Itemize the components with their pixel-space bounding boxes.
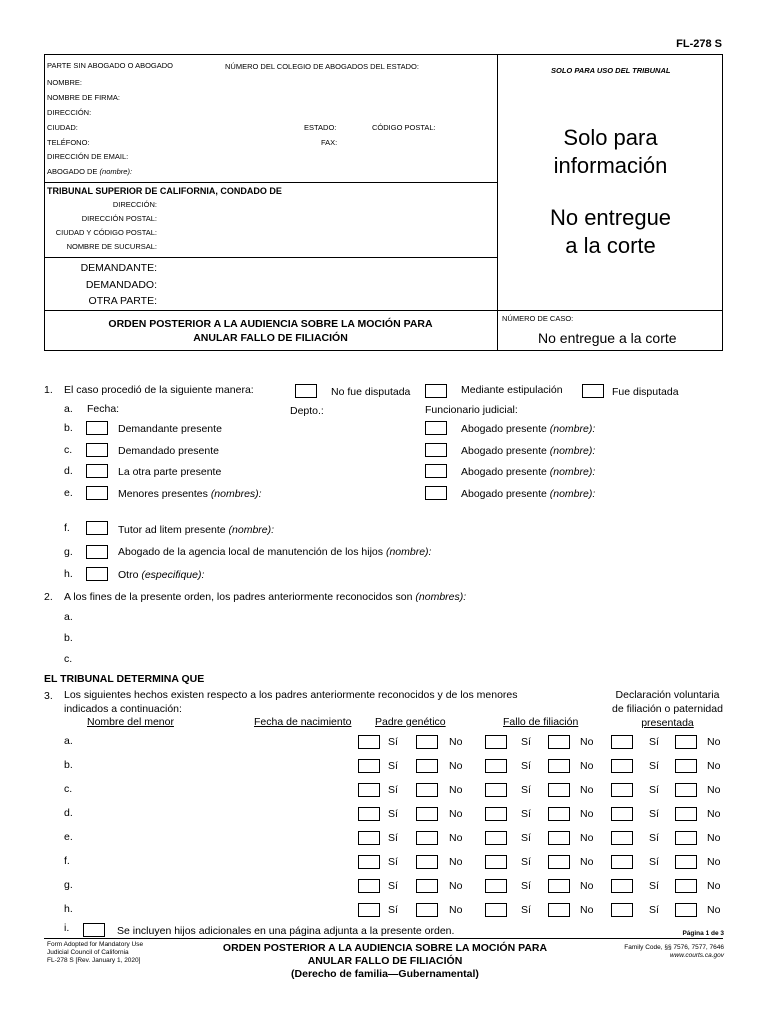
parent-a-field[interactable]: a. <box>64 611 73 623</box>
yes-label: Sí <box>388 736 398 748</box>
col-voluntary-declaration: Declaración voluntaria de filiación o paternidad presentada <box>612 689 723 729</box>
no-label: No <box>449 856 463 868</box>
col-judgment: Fallo de filiación <box>503 716 579 728</box>
judgment-no-checkbox[interactable] <box>548 855 570 869</box>
child-support-atty-label: Abogado de la agencia local de manutención de los hijos (nombre): <box>118 546 432 558</box>
child-row-letter: b. <box>64 759 73 771</box>
item2-num: 2. <box>44 591 53 603</box>
party-present-label: La otra parte presente <box>118 466 222 478</box>
yes-label: Sí <box>521 808 531 820</box>
col-genetic-father: Padre genético <box>375 716 446 728</box>
yes-label: Sí <box>388 880 398 892</box>
item1-row-letter: d. <box>64 465 73 477</box>
other-checkbox[interactable] <box>86 567 108 581</box>
attorney-present-label: Abogado presente (nombre): <box>461 488 596 500</box>
additional-children-checkbox[interactable] <box>83 923 105 937</box>
party-present-checkbox[interactable] <box>86 464 108 478</box>
no-label: No <box>707 880 721 892</box>
no-label: No <box>580 832 594 844</box>
state-field[interactable]: ESTADO: <box>304 123 337 132</box>
child-row-letter: g. <box>64 879 73 891</box>
no-label: No <box>449 760 463 772</box>
item3-text: Los siguientes hechos existen respecto a los padres anteriormente reconocidos y de los menores indicados a continuación: <box>64 689 518 715</box>
child-support-atty-checkbox[interactable] <box>86 545 108 559</box>
judgment-no-checkbox[interactable] <box>548 759 570 773</box>
form-title: ORDEN POSTERIOR A LA AUDIENCIA SOBRE LA MOCIÓN PARA ANULAR FALLO DE FILIACIÓN <box>108 318 433 344</box>
contested-label: Fue disputada <box>612 386 679 398</box>
judgment-no-checkbox[interactable] <box>548 879 570 893</box>
genetic-father-yes-checkbox[interactable] <box>358 879 380 893</box>
genetic-father-no-checkbox[interactable] <box>416 735 438 749</box>
no-label: No <box>580 904 594 916</box>
yes-label: Sí <box>388 832 398 844</box>
party-present-checkbox[interactable] <box>86 443 108 457</box>
yes-label: Sí <box>649 904 659 916</box>
item1-row-letter: e. <box>64 487 73 499</box>
genetic-father-yes-checkbox[interactable] <box>358 855 380 869</box>
judgment-yes-checkbox[interactable] <box>485 903 507 917</box>
genetic-father-yes-checkbox[interactable] <box>358 735 380 749</box>
no-label: No <box>707 784 721 796</box>
voluntary-declaration-yes-checkbox[interactable] <box>611 903 633 917</box>
case-number-label: NÚMERO DE CASO: <box>502 314 574 323</box>
voluntary-declaration-yes-checkbox[interactable] <box>611 831 633 845</box>
attorney-present-checkbox[interactable] <box>425 464 447 478</box>
item1-row-letter: b. <box>64 422 73 434</box>
city-field[interactable]: CIUDAD: <box>47 123 78 132</box>
judgment-yes-checkbox[interactable] <box>485 807 507 821</box>
yes-label: Sí <box>521 832 531 844</box>
no-label: No <box>707 736 721 748</box>
contested-checkbox[interactable] <box>582 384 604 398</box>
zip-field[interactable]: CÓDIGO POSTAL: <box>372 123 436 132</box>
yes-label: Sí <box>521 760 531 772</box>
court-city-zip-field[interactable]: CIUDAD Y CÓDIGO POSTAL: <box>55 228 157 237</box>
genetic-father-no-checkbox[interactable] <box>416 879 438 893</box>
party-present-label: Menores presentes (nombres): <box>118 488 262 500</box>
no-label: No <box>580 784 594 796</box>
case-number-value[interactable]: No entregue a la corte <box>538 330 677 346</box>
no-label: No <box>449 832 463 844</box>
parent-c-field[interactable]: c. <box>64 653 73 665</box>
col-birthdate: Fecha de nacimiento <box>254 716 352 728</box>
no-label: No <box>707 856 721 868</box>
no-label: No <box>580 760 594 772</box>
voluntary-declaration-no-checkbox[interactable] <box>675 735 697 749</box>
judgment-yes-checkbox[interactable] <box>485 735 507 749</box>
yes-label: Sí <box>521 856 531 868</box>
voluntary-declaration-no-checkbox[interactable] <box>675 759 697 773</box>
name-field[interactable]: NOMBRE: <box>47 78 83 87</box>
party-label: PARTE SIN ABOGADO O ABOGADO <box>47 61 174 70</box>
item3-num: 3. <box>44 690 53 702</box>
no-label: No <box>580 856 594 868</box>
not-contested-label: No fue disputada <box>331 386 411 398</box>
page-number: Página 1 de 3 <box>682 930 724 937</box>
phone-field[interactable]: TELÉFONO: <box>47 138 90 147</box>
yes-label: Sí <box>521 784 531 796</box>
col-child-name: Nombre del menor <box>87 716 174 728</box>
genetic-father-yes-checkbox[interactable] <box>358 759 380 773</box>
party-present-label: Demandante presente <box>118 423 222 435</box>
no-label: No <box>449 808 463 820</box>
yes-label: Sí <box>388 760 398 772</box>
parent-b-field[interactable]: b. <box>64 632 73 644</box>
yes-label: Sí <box>649 808 659 820</box>
item1h-letter: h. <box>64 568 73 580</box>
no-label: No <box>449 904 463 916</box>
court-title: TRIBUNAL SUPERIOR DE CALIFORNIA, CONDADO DE <box>47 186 282 196</box>
genetic-father-yes-checkbox[interactable] <box>358 783 380 797</box>
address-field[interactable]: DIRECCIÓN: <box>47 108 92 117</box>
attorney-present-checkbox[interactable] <box>425 443 447 457</box>
attorney-present-checkbox[interactable] <box>425 486 447 500</box>
attorney-for-field[interactable]: ABOGADO DE (nombre): <box>47 167 133 176</box>
yes-label: Sí <box>649 784 659 796</box>
court-finds-heading: EL TRIBUNAL DETERMINA QUE <box>44 673 205 685</box>
no-label: No <box>707 808 721 820</box>
voluntary-declaration-no-checkbox[interactable] <box>675 903 697 917</box>
no-label: No <box>580 880 594 892</box>
judgment-no-checkbox[interactable] <box>548 831 570 845</box>
not-contested-checkbox[interactable] <box>295 384 317 398</box>
yes-label: Sí <box>649 880 659 892</box>
footer-title: ORDEN POSTERIOR A LA AUDIENCIA SOBRE LA MOCIÓN PARA ANULAR FALLO DE FILIACIÓN (Derecho de familia—Gubernamental) <box>222 942 548 980</box>
no-label: No <box>449 736 463 748</box>
no-label: No <box>707 904 721 916</box>
yes-label: Sí <box>521 736 531 748</box>
no-label: No <box>707 832 721 844</box>
judgment-yes-checkbox[interactable] <box>485 759 507 773</box>
genetic-father-no-checkbox[interactable] <box>416 759 438 773</box>
voluntary-declaration-no-checkbox[interactable] <box>675 879 697 893</box>
child-row-letter: c. <box>64 783 73 795</box>
attorney-present-label: Abogado presente (nombre): <box>461 423 596 435</box>
item3i-letter: i. <box>64 922 70 934</box>
petitioner-field[interactable]: DEMANDANTE: <box>80 262 157 274</box>
genetic-father-no-checkbox[interactable] <box>416 807 438 821</box>
item1-row-letter: c. <box>64 444 73 456</box>
no-label: No <box>449 880 463 892</box>
party-present-label: Demandado presente <box>118 445 219 457</box>
voluntary-declaration-no-checkbox[interactable] <box>675 831 697 845</box>
yes-label: Sí <box>388 784 398 796</box>
genetic-father-yes-checkbox[interactable] <box>358 807 380 821</box>
party-present-checkbox[interactable] <box>86 486 108 500</box>
judgment-yes-checkbox[interactable] <box>485 831 507 845</box>
yes-label: Sí <box>521 880 531 892</box>
guardian-label: Tutor ad litem presente (nombre): <box>118 524 275 536</box>
voluntary-declaration-no-checkbox[interactable] <box>675 855 697 869</box>
judgment-yes-checkbox[interactable] <box>485 855 507 869</box>
watermark-no-deliver: No entregue a la corte <box>549 205 672 258</box>
voluntary-declaration-yes-checkbox[interactable] <box>611 879 633 893</box>
judgment-no-checkbox[interactable] <box>548 783 570 797</box>
item1g-letter: g. <box>64 546 73 558</box>
hearing-date-field[interactable]: Fecha: <box>87 403 120 415</box>
item1-text: El caso procedió de la siguiente manera: <box>64 384 254 396</box>
voluntary-declaration-yes-checkbox[interactable] <box>611 735 633 749</box>
yes-label: Sí <box>521 904 531 916</box>
bar-number-label: NÚMERO DEL COLEGIO DE ABOGADOS DEL ESTADO: <box>225 62 419 71</box>
watermark-info: Solo para información <box>553 125 668 178</box>
item1-num: 1. <box>44 384 53 396</box>
voluntary-declaration-no-checkbox[interactable] <box>675 807 697 821</box>
judgment-no-checkbox[interactable] <box>548 903 570 917</box>
judgment-no-checkbox[interactable] <box>548 735 570 749</box>
child-row-letter: d. <box>64 807 73 819</box>
yes-label: Sí <box>649 856 659 868</box>
genetic-father-no-checkbox[interactable] <box>416 831 438 845</box>
fax-field[interactable]: FAX: <box>321 138 338 147</box>
no-label: No <box>580 808 594 820</box>
yes-label: Sí <box>649 832 659 844</box>
yes-label: Sí <box>649 760 659 772</box>
voluntary-declaration-yes-checkbox[interactable] <box>611 759 633 773</box>
yes-label: Sí <box>649 736 659 748</box>
other-label: Otro (especifique): <box>118 569 205 581</box>
genetic-father-no-checkbox[interactable] <box>416 783 438 797</box>
court-address-field[interactable]: DIRECCIÓN: <box>112 200 157 209</box>
attorney-present-label: Abogado presente (nombre): <box>461 445 596 457</box>
judgment-yes-checkbox[interactable] <box>485 879 507 893</box>
voluntary-declaration-yes-checkbox[interactable] <box>611 783 633 797</box>
email-field[interactable]: DIRECCIÓN DE EMAIL: <box>47 152 129 161</box>
form-id: FL-278 S <box>676 38 722 50</box>
court-mailing-field[interactable]: DIRECCIÓN POSTAL: <box>81 214 157 223</box>
other-party-field[interactable]: OTRA PARTE: <box>88 295 157 307</box>
genetic-father-yes-checkbox[interactable] <box>358 903 380 917</box>
attorney-present-label: Abogado presente (nombre): <box>461 466 596 478</box>
stipulation-label: Mediante estipulación <box>461 384 563 396</box>
voluntary-declaration-no-checkbox[interactable] <box>675 783 697 797</box>
no-label: No <box>449 784 463 796</box>
stipulation-checkbox[interactable] <box>425 384 447 398</box>
judgment-no-checkbox[interactable] <box>548 807 570 821</box>
footer-left: Form Adopted for Mandatory Use Judicial Council of California FL-278 S [Rev. January 1, 2020] <box>47 941 144 964</box>
no-label: No <box>707 760 721 772</box>
yes-label: Sí <box>388 808 398 820</box>
respondent-field[interactable]: DEMANDADO: <box>85 279 157 291</box>
dept-field[interactable]: Depto.: <box>290 405 324 417</box>
child-row-letter: h. <box>64 903 73 915</box>
child-row-letter: a. <box>64 735 73 747</box>
item1a-letter: a. <box>64 403 73 415</box>
judgment-yes-checkbox[interactable] <box>485 783 507 797</box>
yes-label: Sí <box>388 904 398 916</box>
court-branch-field[interactable]: NOMBRE DE SUCURSAL: <box>66 242 157 251</box>
party-present-checkbox[interactable] <box>86 421 108 435</box>
no-label: No <box>580 736 594 748</box>
court-use-label: SOLO PARA USO DEL TRIBUNAL <box>551 66 671 75</box>
item2-text: A los fines de la presente orden, los padres anteriormente reconocidos son (nombres): <box>64 591 467 603</box>
genetic-father-yes-checkbox[interactable] <box>358 831 380 845</box>
additional-children-label: Se incluyen hijos adicionales en una página adjunta a la presente orden. <box>117 925 455 937</box>
judicial-officer-field[interactable]: Funcionario judicial: <box>425 404 518 416</box>
footer-right: Family Code, §§ 7576, 7577, 7646 www.courts.ca.gov <box>624 944 724 959</box>
firm-field[interactable]: NOMBRE DE FIRMA: <box>47 93 120 102</box>
voluntary-declaration-yes-checkbox[interactable] <box>611 855 633 869</box>
attorney-present-checkbox[interactable] <box>425 421 447 435</box>
child-row-letter: f. <box>64 855 70 867</box>
guardian-checkbox[interactable] <box>86 521 108 535</box>
voluntary-declaration-yes-checkbox[interactable] <box>611 807 633 821</box>
yes-label: Sí <box>388 856 398 868</box>
genetic-father-no-checkbox[interactable] <box>416 903 438 917</box>
item1f-letter: f. <box>64 522 70 534</box>
genetic-father-no-checkbox[interactable] <box>416 855 438 869</box>
child-row-letter: e. <box>64 831 73 843</box>
